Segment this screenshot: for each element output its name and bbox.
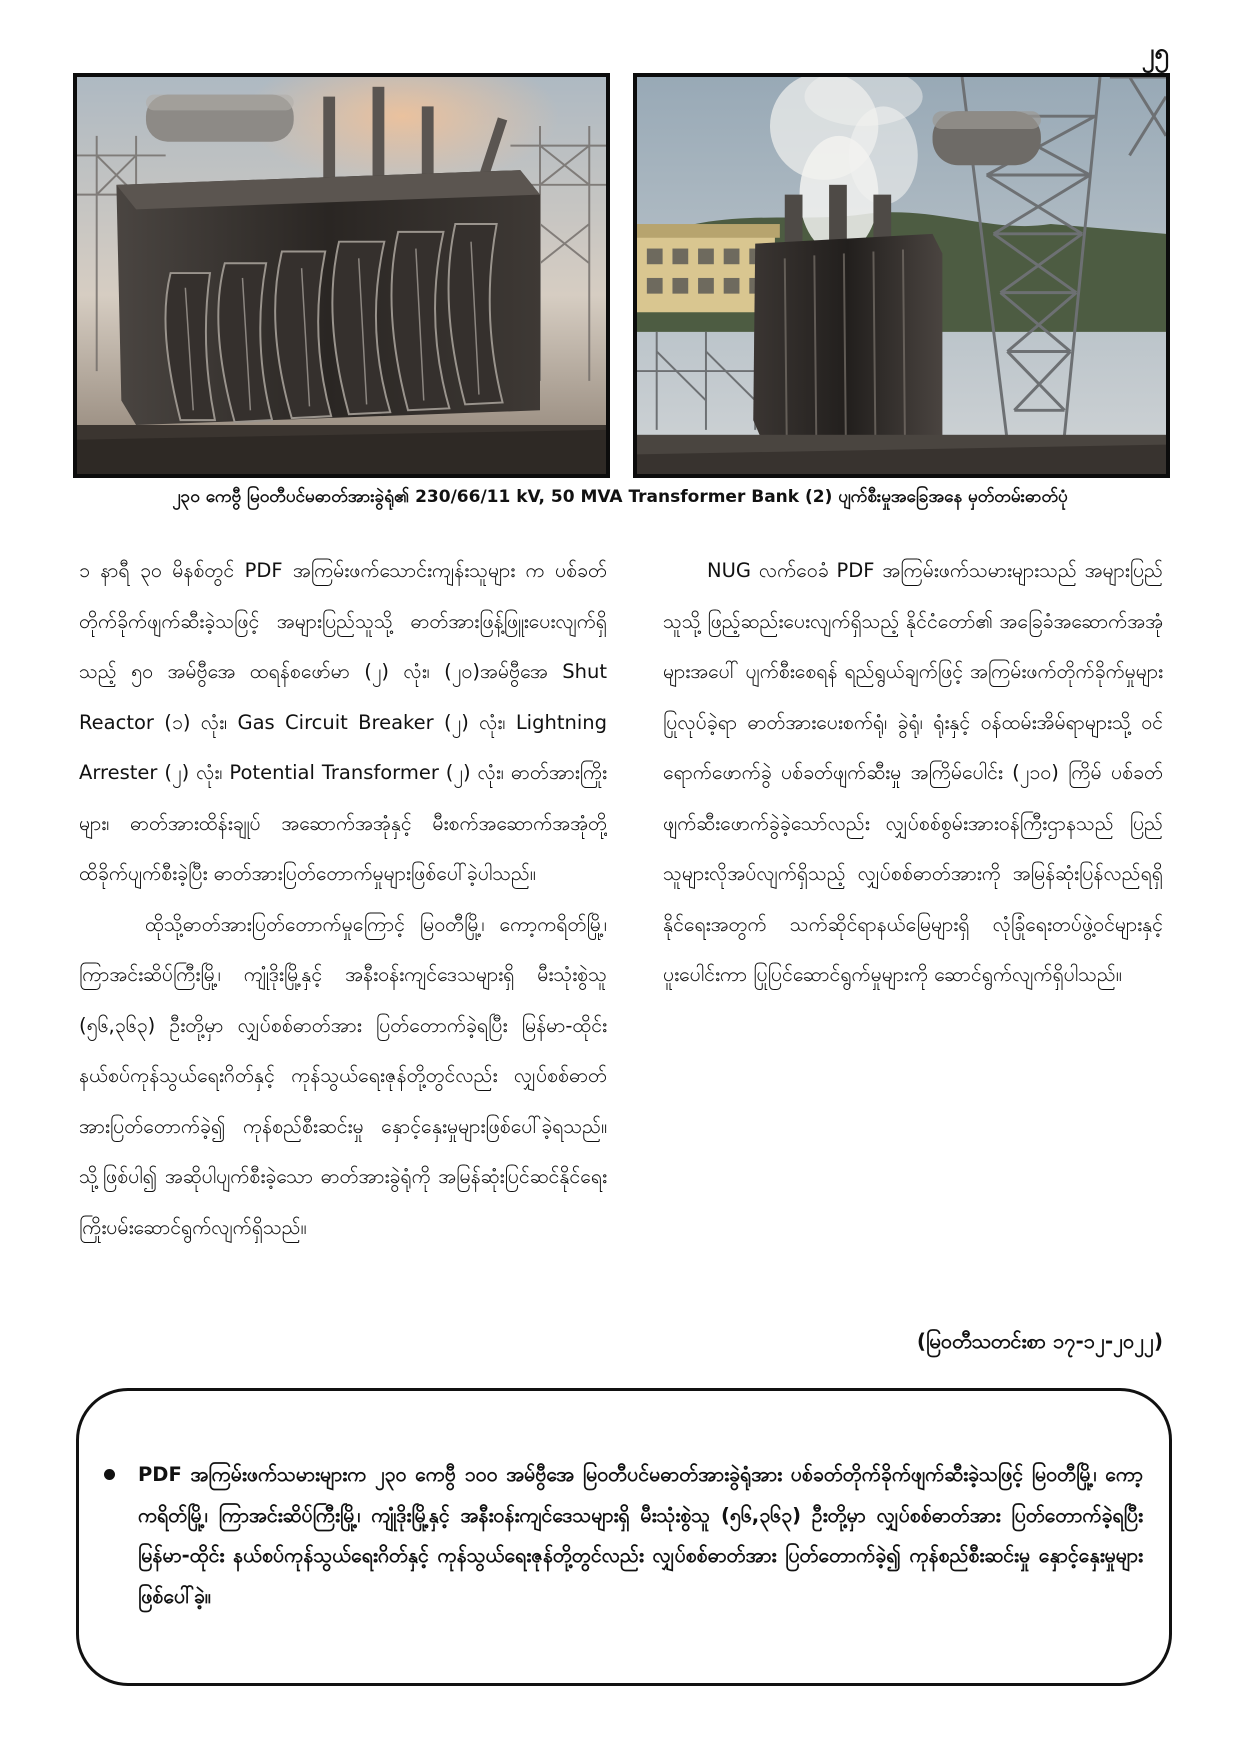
article-paragraph: ၁ နာရီ ၃၀ မိနစ်တွင် PDF အကြမ်းဖက်သောင်းကျန်းသူများ က ပစ်ခတ်တိုက်ခိုက်ဖျက်ဆီးခဲ့သဖြင့် အများပြည်သူသို့ ဓာတ်အားဖြန့်ဖြူးပေးလျက်ရှိသည့် ၅၀ အမ်ဗွီအေ ထရန်စဖော်မာ (၂) လုံး၊ (၂၀)အမ်ဗွီအေ Shut Reactor (၁) လုံး၊ Gas Circuit Breaker (၂) လုံး၊ Lightning Arrester (၂) လုံး၊ Potential Transformer (၂) လုံး၊ ဓာတ်အားကြိုးများ၊ ဓာတ်အားထိန်းချုပ် အဆောက်အအုံနှင့် မီးစက်အဆောက်အအုံတို့ ထိခိုက်ပျက်စီးခဲ့ပြီး ဓာတ်အားပြတ်တောက်မှုများဖြစ်ပေါ်ခဲ့ပါသည်။: [79, 559, 607, 885]
photo-burned-transformer-smoke-image: [637, 77, 1166, 474]
bullet-icon: [104, 1469, 115, 1480]
photo-burned-transformer-smoke: [633, 73, 1170, 478]
summary-list: [79, 1391, 1169, 1617]
photo-burned-transformer-front-image: [77, 77, 606, 474]
article-right-column: [663, 546, 1163, 1336]
article-left-column: [79, 546, 607, 1336]
article-paragraph: ထိုသို့ဓာတ်အားပြတ်တောက်မှုကြောင့် မြဝတီမြို့၊ ကော့ကရိတ်မြို့၊ ကြာအင်းဆိပ်ကြီးမြို့၊ ကျုံဒိုးမြို့နှင့် အနီးဝန်းကျင်ဒေသများရှိ မီးသုံးစွဲသူ (၅၆,၃၆၃) ဦးတို့မှာ လျှပ်စစ်ဓာတ်အား ပြတ်တောက်ခဲ့ရပြီး မြန်မာ-ထိုင်း နယ်စပ်ကုန်သွယ်ရေးဂိတ်နှင့် ကုန်သွယ်ရေးဇုန်တို့တွင်လည်း လျှပ်စစ်ဓာတ်အားပြတ်တောက်ခဲ့၍ ကုန်စည်စီးဆင်းမှု နှောင့်နှေးမှုများဖြစ်ပေါ်ခဲ့ရသည်။ သို့ဖြစ်ပါ၍ အဆိုပါပျက်စီးခဲ့သော ဓာတ်အားခွဲရုံကို အမြန်ဆုံးပြင်ဆင်နိုင်ရေး ကြိုးပမ်းဆောင်ရွက်လျက်ရှိသည်။: [79, 912, 607, 1239]
article-paragraph: NUG လက်ဝေခံ PDF အကြမ်းဖက်သမားများသည် အများပြည်သူသို့ ဖြည့်ဆည်းပေးလျက်ရှိသည့် နိုင်ငံတော်၏ အခြေခံအဆောက်အအုံများအပေါ် ပျက်စီးစေရန် ရည်ရွယ်ချက်ဖြင့် အကြမ်းဖက်တိုက်ခိုက်မှုများ ပြုလုပ်ခဲ့ရာ ဓာတ်အားပေးစက်ရုံ၊ ခွဲရုံ၊ ရုံးနှင့် ဝန်ထမ်းအိမ်ရာများသို့ ဝင်ရောက်ဖောက်ခွဲ ပစ်ခတ်ဖျက်ဆီးမှု အကြိမ်ပေါင်း (၂၁၀) ကြိမ် ပစ်ခတ်ဖျက်ဆီးဖောက်ခွဲခဲ့သော်လည်း လျှပ်စစ်စွမ်းအားဝန်ကြီးဌာနသည် ပြည်သူများလိုအပ်လျက်ရှိသည့် လျှပ်စစ်ဓာတ်အားကို အမြန်ဆုံးပြန်လည်ရရှိနိုင်ရေးအတွက် သက်ဆိုင်ရာနယ်မြေများရှိ လုံခြုံရေးတပ်ဖွဲ့ဝင်များနှင့်ပူးပေါင်းကာ ပြုပြင်ဆောင်ရွက်မှုများကို ဆောင်ရွက်လျက်ရှိပါသည်။: [663, 559, 1163, 986]
summary-box: [76, 1388, 1172, 1686]
article-source: (မြဝတီသတင်းစာ ၁၇-၁၂-၂၀၂၂): [916, 1329, 1163, 1353]
photo-caption: ၂၃၀ ကေဗွီ မြဝတီပင်မဓာတ်အားခွဲရုံ၏ 230/66/11 kV, 50 MVA Transformer Bank (2) ပျက်စီးမှုအခြေအနေ မှတ်တမ်းဓာတ်ပုံ: [172, 487, 1068, 507]
photo-burned-transformer-front: [73, 73, 610, 478]
summary-item: [138, 1455, 1143, 1617]
summary-item-text: PDF အကြမ်းဖက်သမားများက ၂၃၀ ကေဗွီ ၁၀၀ အမ်ဗွီအေ မြဝတီပင်မဓာတ်အားခွဲရုံအား ပစ်ခတ်တိုက်ခိုက်ဖျက်ဆီးခဲ့သဖြင့် မြဝတီမြို့၊ ကော့ကရိတ်မြို့၊ ကြာအင်းဆိပ်ကြီးမြို့၊ ကျုံဒိုးမြို့နှင့် အနီးဝန်းကျင်ဒေသများရှိ မီးသုံးစွဲသူ (၅၆,၃၆၃) ဦးတို့မှာ လျှပ်စစ်ဓာတ်အား ပြတ်တောက်ခဲ့ရပြီး မြန်မာ-ထိုင်း နယ်စပ်ကုန်သွယ်ရေးဂိတ်နှင့် ကုန်သွယ်ရေးဇုန်တို့တွင်လည်း လျှပ်စစ်ဓာတ်အား ပြတ်တောက်ခဲ့၍ ကုန်စည်စီးဆင်းမှု နှောင့်နှေးမှုများဖြစ်ပေါ်ခဲ့။: [138, 1463, 1143, 1608]
page-number: ၂၅: [1141, 38, 1169, 68]
